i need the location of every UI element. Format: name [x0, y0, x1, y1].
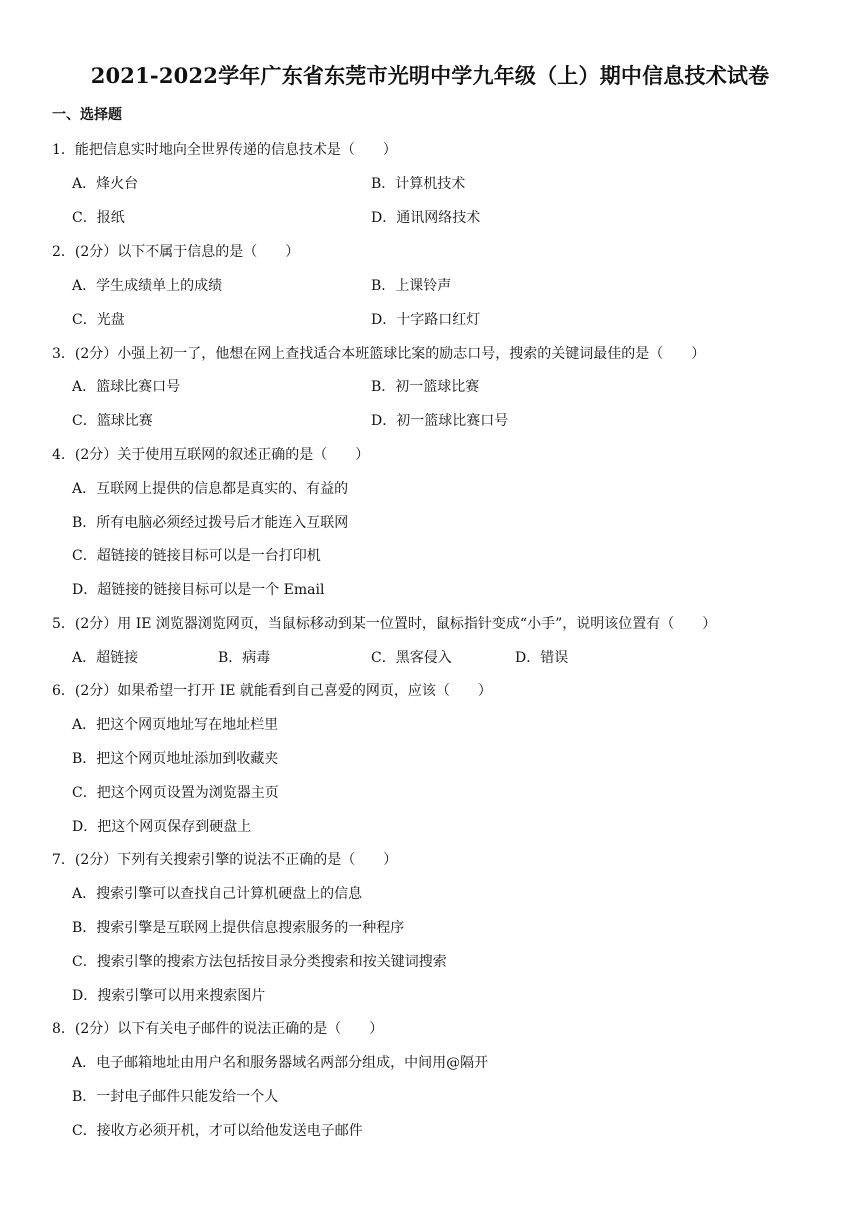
question-8-option-b: B．一封电子邮件只能发给一个人 — [72, 1089, 279, 1105]
exam-title: 2021-2022学年广东省东莞市光明中学九年级（上）期中信息技术试卷 — [90, 63, 770, 88]
question-1-option-d: D．通讯网络技术 — [371, 210, 481, 226]
question-6-option-a: A．把这个网页地址写在地址栏里 — [72, 717, 279, 733]
question-8-stem: 8．(2分）以下有关电子邮件的说法正确的是（ ） — [52, 1021, 384, 1037]
question-1-option-b: B．计算机技术 — [371, 176, 466, 192]
question-5-option-d: D．错误 — [515, 650, 569, 666]
question-7-option-a: A．搜索引擎可以查找自己计算机硬盘上的信息 — [72, 886, 363, 902]
question-7-option-d: D．搜索引擎可以用来搜索图片 — [72, 988, 266, 1004]
question-6-option-c: C．把这个网页设置为浏览器主页 — [72, 785, 279, 801]
question-2-option-b: B．上课铃声 — [371, 278, 452, 294]
section-heading: 一、选择题 — [52, 107, 122, 123]
question-2-option-d: D．十字路口红灯 — [371, 312, 481, 328]
question-3-option-d: D．初一篮球比赛口号 — [371, 413, 509, 429]
question-7-option-b: B．搜索引擎是互联网上提供信息搜索服务的一种程序 — [72, 920, 405, 936]
question-6-option-d: D．把这个网页保存到硬盘上 — [72, 819, 252, 835]
question-3-option-b: B．初一篮球比赛 — [371, 379, 480, 395]
question-1-option-a: A．烽火台 — [72, 176, 139, 192]
question-5-stem: 5．(2分）用 IE 浏览器浏览网页，当鼠标移动到某一位置时，鼠标指针变成“小手”，说明该位置有（ ） — [52, 616, 717, 632]
question-5-option-c: C．黑客侵入 — [371, 650, 452, 666]
question-4-option-a: A．互联网上提供的信息都是真实的、有益的 — [72, 481, 349, 497]
question-2-option-c: C．光盘 — [72, 312, 125, 328]
question-5-option-b: B．病毒 — [218, 650, 271, 666]
question-7-stem: 7．(2分）下列有关搜索引擎的说法不正确的是（ ） — [52, 852, 398, 868]
question-4-option-d: D．超链接的链接目标可以是一个 Email — [72, 582, 325, 598]
question-6-stem: 6．(2分）如果希望一打开 IE 就能看到自己喜爱的网页，应该（ ） — [52, 683, 492, 699]
question-8-option-a: A．电子邮箱地址由用户名和服务器域名两部分组成，中间用@隔开 — [72, 1055, 489, 1071]
question-2-option-a: A．学生成绩单上的成绩 — [72, 278, 223, 294]
question-5-option-a: A．超链接 — [72, 650, 139, 666]
question-8-option-c: C．接收方必须开机，才可以给他发送电子邮件 — [72, 1123, 363, 1139]
question-4-option-b: B．所有电脑必须经过拨号后才能连入互联网 — [72, 515, 349, 531]
question-6-option-b: B．把这个网页地址添加到收藏夹 — [72, 751, 279, 767]
question-3-option-c: C．篮球比赛 — [72, 413, 153, 429]
question-2-stem: 2．(2分）以下不属于信息的是（ ） — [52, 244, 300, 260]
question-4-option-c: C．超链接的链接目标可以是一台打印机 — [72, 548, 321, 564]
question-4-stem: 4．(2分）关于使用互联网的叙述正确的是（ ） — [52, 447, 370, 463]
question-1-option-c: C．报纸 — [72, 210, 125, 226]
question-3-option-a: A．篮球比赛口号 — [72, 379, 181, 395]
question-1-stem: 1．能把信息实时地向全世界传递的信息技术是（ ） — [52, 142, 397, 158]
question-3-stem: 3．(2分）小强上初一了，他想在网上查找适合本班篮球比案的励志口号，搜索的关键词最佳的是（ ） — [52, 346, 706, 362]
question-7-option-c: C．搜索引擎的搜索方法包括按目录分类搜索和按关键词搜索 — [72, 954, 447, 970]
